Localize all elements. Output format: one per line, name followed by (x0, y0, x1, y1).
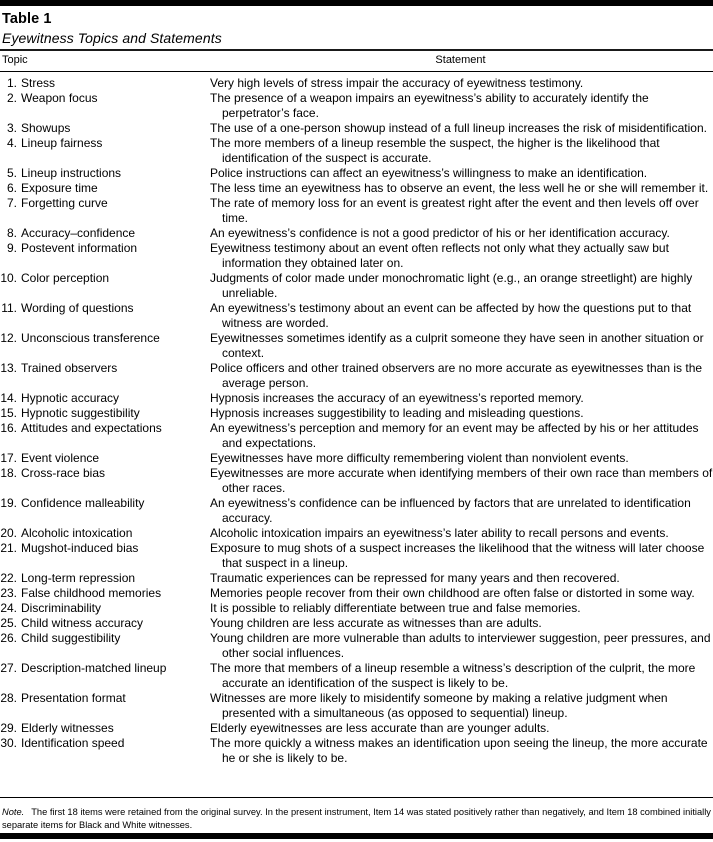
row-topic-label: Wording of questions (21, 301, 134, 316)
note-top-rule (0, 797, 713, 798)
row-topic (0, 571, 205, 586)
row-number: 28. (0, 691, 17, 706)
table-row (0, 661, 713, 691)
table-row (0, 721, 713, 736)
row-topic (0, 271, 205, 286)
row-topic-label: Mugshot-induced bias (21, 541, 139, 556)
row-statement: It is possible to reliably differentiate between true and false memories. (210, 601, 581, 616)
row-number: 19. (0, 496, 17, 511)
note-text: The first 18 items were retained from the original survey. In the present instrument, Item 14 was stated positively rather than negatively, and Item 18 combined initially separate items for Black and White witnesses. (2, 807, 711, 830)
table-row (0, 361, 713, 391)
row-topic-label: Presentation format (21, 691, 126, 706)
row-topic (0, 541, 205, 556)
row-topic-label: Cross-race bias (21, 466, 106, 481)
table-row (0, 736, 713, 766)
row-statement: An eyewitness’s testimony about an event can be affected by how the questions put to that witness are worded. (210, 301, 692, 331)
row-topic-label: Hypnotic suggestibility (21, 406, 140, 421)
table-row (0, 76, 713, 91)
row-statement: Eyewitness testimony about an event often reflects not only what they actually saw but information they obtained later on. (210, 241, 669, 271)
row-topic-label: Forgetting curve (21, 196, 108, 211)
table-row (0, 181, 713, 196)
row-number: 9. (6, 241, 17, 256)
row-topic-label: Accuracy–confidence (21, 226, 136, 241)
row-number: 23. (0, 586, 17, 601)
row-number: 12. (0, 331, 17, 346)
table-note (0, 802, 713, 831)
row-statement: Traumatic experiences can be repressed for many years and then recovered. (210, 571, 620, 586)
row-statement: Witnesses are more likely to misidentify someone by making a relative judgment when presented with a simultaneous (as opposed to sequential) lineup. (210, 691, 668, 721)
table-row (0, 691, 713, 721)
row-number: 22. (0, 571, 17, 586)
row-topic (0, 391, 205, 406)
row-statement: The more quickly a witness makes an identification upon seeing the lineup, the more accurate he or she is likely to be. (210, 736, 708, 766)
row-topic (0, 331, 205, 346)
row-number: 10. (0, 271, 17, 286)
row-topic-label: Elderly witnesses (21, 721, 114, 736)
row-statement: An eyewitness’s confidence is not a good predictor of his or her identification accuracy. (210, 226, 670, 241)
table-row (0, 616, 713, 631)
row-statement: An eyewitness’s confidence can be influenced by factors that are unrelated to identification accuracy. (210, 496, 691, 526)
row-number: 26. (0, 631, 17, 646)
row-topic (0, 721, 205, 736)
row-number: 14. (0, 391, 17, 406)
row-topic (0, 586, 205, 601)
row-number: 4. (6, 136, 17, 151)
row-number: 25. (0, 616, 17, 631)
row-number: 2. (6, 91, 17, 106)
row-topic (0, 466, 205, 481)
row-statement: The use of a one-person showup instead of a full lineup increases the risk of misidentification. (210, 121, 707, 136)
row-topic (0, 196, 205, 211)
row-topic (0, 241, 205, 256)
note-label: Note. (2, 807, 25, 817)
row-number: 7. (6, 196, 17, 211)
table-row (0, 121, 713, 136)
row-statement: Eyewitnesses are more accurate when identifying members of their own race than members of other races. (210, 466, 713, 496)
table-row (0, 406, 713, 421)
row-number: 15. (0, 406, 17, 421)
row-number: 8. (6, 226, 17, 241)
table-number: Table 1 (2, 11, 52, 27)
row-statement: Police instructions can affect an eyewitness’s willingness to make an identification. (210, 166, 648, 181)
row-topic-label: Unconscious transference (21, 331, 160, 346)
table-row (0, 466, 713, 496)
row-topic (0, 526, 205, 541)
row-topic (0, 76, 205, 91)
table-row (0, 226, 713, 241)
row-number: 5. (6, 166, 17, 181)
row-topic-label: Child witness accuracy (21, 616, 144, 631)
table-row (0, 451, 713, 466)
row-topic-label: Identification speed (21, 736, 125, 751)
row-topic (0, 226, 205, 241)
row-topic-label: Confidence malleability (21, 496, 145, 511)
row-number: 16. (0, 421, 17, 436)
row-topic-label: Child suggestibility (21, 631, 121, 646)
row-statement: Memories people recover from their own childhood are often false or distorted in some way. (210, 586, 695, 601)
row-statement: The more members of a lineup resemble the suspect, the higher is the likelihood that identification of the suspect is accurate. (210, 136, 660, 166)
table-caption (0, 6, 713, 49)
row-statement: Police officers and other trained observers are no more accurate as eyewitnesses than is the average person. (210, 361, 703, 391)
row-topic (0, 616, 205, 631)
row-topic-label: Attitudes and expectations (21, 421, 162, 436)
row-topic-label: Event violence (21, 451, 100, 466)
row-number: 11. (1, 301, 17, 316)
row-number: 20. (0, 526, 17, 541)
column-header-topic: Topic (2, 54, 28, 67)
row-statement: Hypnosis increases the accuracy of an eyewitness’s reported memory. (210, 391, 584, 406)
row-topic-label: Long-term repression (21, 571, 136, 586)
row-topic (0, 601, 205, 616)
row-number: 6. (6, 181, 17, 196)
table-row (0, 526, 713, 541)
column-header-row (0, 51, 713, 71)
table-title: Eyewitness Topics and Statements (2, 30, 222, 47)
row-statement: Alcoholic intoxication impairs an eyewitness’s later ability to recall persons and events. (210, 526, 669, 541)
table-bottom-rule (0, 833, 713, 839)
table-body (0, 72, 713, 766)
table-row (0, 391, 713, 406)
table-row (0, 301, 713, 331)
row-statement: Very high levels of stress impair the accuracy of eyewitness testimony. (210, 76, 584, 91)
row-topic (0, 406, 205, 421)
table-row (0, 136, 713, 166)
row-number: 3. (6, 121, 17, 136)
row-number: 30. (0, 736, 17, 751)
row-topic-label: Alcoholic intoxication (21, 526, 133, 541)
table-row (0, 91, 713, 121)
row-statement: An eyewitness’s perception and memory for an event may be affected by his or her attitudes and expectations. (210, 421, 699, 451)
table-row (0, 541, 713, 571)
table-row (0, 241, 713, 271)
row-topic-label: Lineup instructions (21, 166, 122, 181)
row-statement: Judgments of color made under monochromatic light (e.g., an orange streetlight) are highly unreliable. (210, 271, 693, 301)
row-topic-label: Weapon focus (21, 91, 98, 106)
table-row (0, 586, 713, 601)
row-statement: Eyewitnesses sometimes identify as a culprit someone they have seen in another situation or context. (210, 331, 704, 361)
row-topic (0, 691, 205, 706)
row-number: 21. (0, 541, 17, 556)
row-topic-label: Description-matched lineup (21, 661, 167, 676)
table-row (0, 421, 713, 451)
row-topic-label: Postevent information (21, 241, 138, 256)
row-number: 18. (0, 466, 17, 481)
row-topic-label: Lineup fairness (21, 136, 103, 151)
row-topic (0, 451, 205, 466)
row-statement: The presence of a weapon impairs an eyewitness’s ability to accurately identify the perpetrator’s face. (210, 91, 649, 121)
row-topic (0, 301, 205, 316)
row-topic (0, 121, 205, 136)
row-topic (0, 91, 205, 106)
row-statement: The less time an eyewitness has to observe an event, the less well he or she will remember it. (210, 181, 709, 196)
row-topic-label: Stress (21, 76, 56, 91)
row-topic-label: Hypnotic accuracy (21, 391, 120, 406)
row-topic-label: Discriminability (21, 601, 102, 616)
row-topic (0, 361, 205, 376)
row-number: 27. (0, 661, 17, 676)
row-statement: The rate of memory loss for an event is greatest right after the event and then levels off over time. (210, 196, 699, 226)
row-statement: Eyewitnesses have more difficulty remembering violent than nonviolent events. (210, 451, 629, 466)
row-topic-label: False childhood memories (21, 586, 162, 601)
row-number: 13. (0, 361, 17, 376)
row-topic-label: Showups (21, 121, 71, 136)
row-topic (0, 421, 205, 436)
row-topic (0, 181, 205, 196)
row-number: 24. (0, 601, 17, 616)
row-statement: Young children are less accurate as witnesses than are adults. (210, 616, 542, 631)
row-topic (0, 136, 205, 151)
row-topic (0, 661, 205, 676)
table-row (0, 631, 713, 661)
note-rule-holder (0, 797, 713, 798)
row-statement: Elderly eyewitnesses are less accurate than are younger adults. (210, 721, 550, 736)
row-topic-label: Color perception (21, 271, 110, 286)
row-statement: Young children are more vulnerable than adults to interviewer suggestion, peer pressures, and other social influences. (210, 631, 711, 661)
row-topic-label: Trained observers (21, 361, 118, 376)
table-row (0, 571, 713, 586)
table-row (0, 331, 713, 361)
row-topic (0, 736, 205, 751)
table-row (0, 166, 713, 181)
row-statement: Hypnosis increases suggestibility to leading and misleading questions. (210, 406, 584, 421)
row-topic (0, 166, 205, 181)
row-number: 17. (0, 451, 17, 466)
row-topic-label: Exposure time (21, 181, 98, 196)
column-header-statement: Statement (435, 54, 486, 67)
row-topic (0, 496, 205, 511)
table-row (0, 196, 713, 226)
table-row (0, 496, 713, 526)
table-row (0, 271, 713, 301)
row-number: 29. (0, 721, 17, 736)
table-row (0, 601, 713, 616)
row-statement: The more that members of a lineup resemble a witness’s description of the culprit, the more accurate an identification of the suspect is likely to be. (210, 661, 696, 691)
row-statement: Exposure to mug shots of a suspect increases the likelihood that the witness will later choose that suspect in a lineup. (210, 541, 705, 571)
row-topic (0, 631, 205, 646)
row-number: 1. (6, 76, 17, 91)
